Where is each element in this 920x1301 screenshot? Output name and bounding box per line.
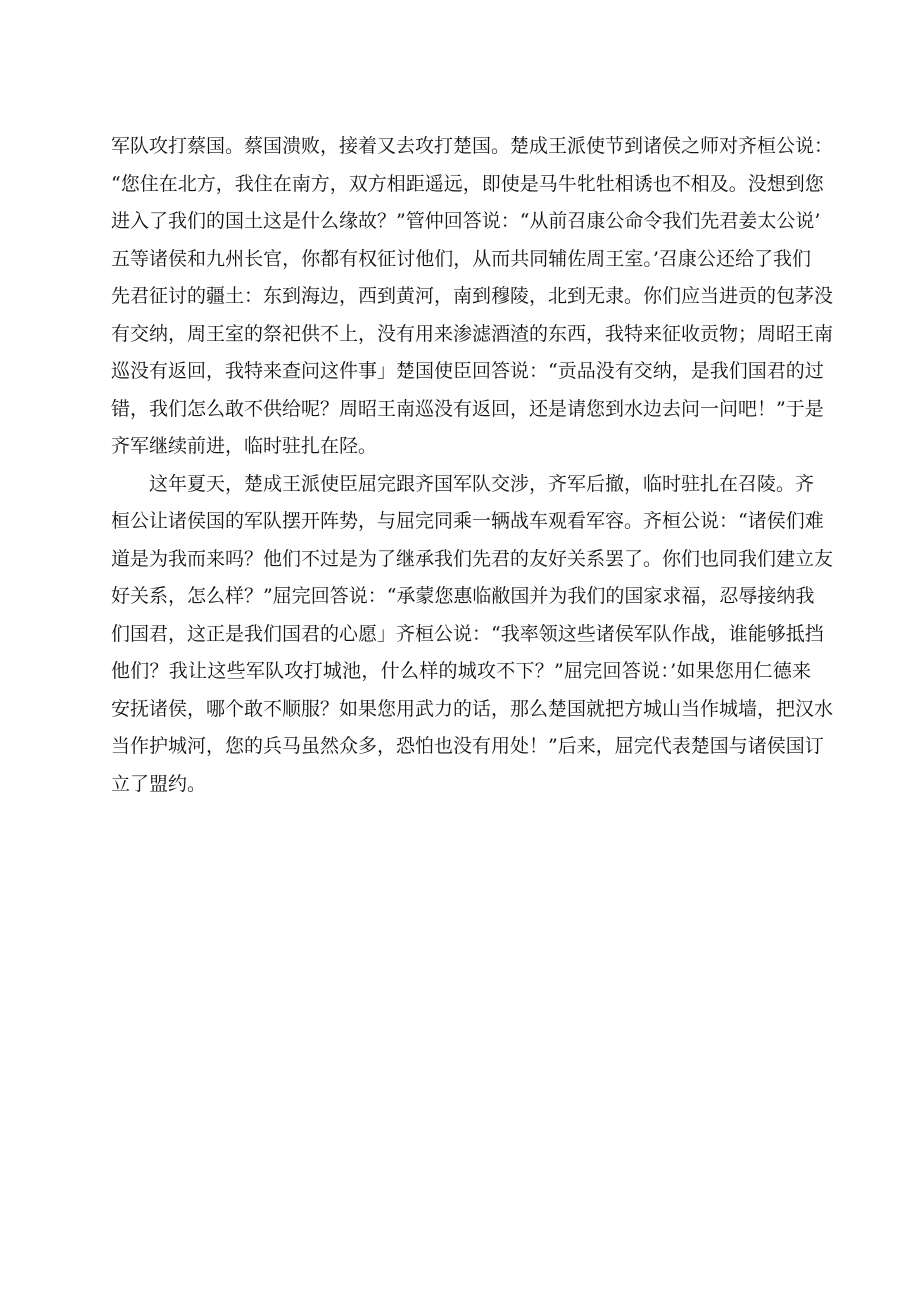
paragraph-1 xyxy=(111,128,834,466)
text-line: 齐军继续前进，临时驻扎在陉。 xyxy=(111,435,378,457)
body-text xyxy=(111,128,834,803)
text-line: 他们？我让这些军队攻打城池，什么样的城攻不下？”屈完回答说：’如果您用仁德来 xyxy=(111,660,811,682)
text-line: 错，我们怎么敢不供给呢？周昭王南巡没有返回，还是请您到水边去问一问吧！”于是 xyxy=(111,397,824,420)
paragraph-2 xyxy=(111,466,834,804)
text-line: 巡没有返回，我特来查问这件事」楚国使臣回答说：“贡品没有交纳，是我们国君的过 xyxy=(111,360,824,382)
text-line: 先君征讨的疆土：东到海边，西到黄河，南到穆陵，北到无隶。你们应当进贡的包茅没 xyxy=(111,285,834,307)
text-line: 当作护城河，您的兵马虽然众多，恐怕也没有用处！”后来，屈完代表楚国与诸侯国订 xyxy=(111,735,824,757)
text-line: 五等诸侯和九州长官，你都有权征讨他们，从而共同辅佐周王室。’召康公还给了我们 xyxy=(111,247,811,270)
text-line: 桓公让诸侯国的军队摆开阵势，与屈完同乘一辆战车观看军容。齐桓公说：“诸侯们难 xyxy=(111,510,824,532)
text-line: “您住在北方，我住在南方，双方相距遥远，即使是马牛牝牡相诱也不相及。没想到您 xyxy=(111,172,824,195)
text-line: 这年夏天，楚成王派使臣屈完跟齐国军队交涉，齐军后撤，临时驻扎在召陵。齐 xyxy=(149,472,815,495)
text-line: 好关系，怎么样？”屈完回答说：“承蒙您惠临敝国并为我们的国家求福，忍辱接纳我 xyxy=(111,585,815,607)
text-line: 们国君，这正是我们国君的心愿」齐桓公说：“我率领这些诸侯军队作战，谁能够抵挡 xyxy=(111,622,824,645)
text-line: 道是为我而来吗？他们不过是为了继承我们先君的友好关系罢了。你们也同我们建立友 xyxy=(111,547,834,570)
text-line: 有交纳，周王室的祭祀供不上，没有用来渗滤酒渣的东西，我特来征收贡物；周昭王南 xyxy=(111,322,834,345)
text-line: 立了盟约。 xyxy=(111,772,207,795)
text-line: 安抚诸侯，哪个敢不顺服？如果您用武力的话，那么楚国就把方城山当作城墙，把汉水 xyxy=(111,697,834,720)
text-line: 军队攻打蔡国。蔡国溃败，接着又去攻打楚国。楚成王派使节到诸侯之师对齐桓公说： xyxy=(111,135,834,157)
text-line: 进入了我们的国土这是什么缘故？”管仲回答说：“从前召康公命令我们先君姜太公说’ xyxy=(111,210,821,232)
